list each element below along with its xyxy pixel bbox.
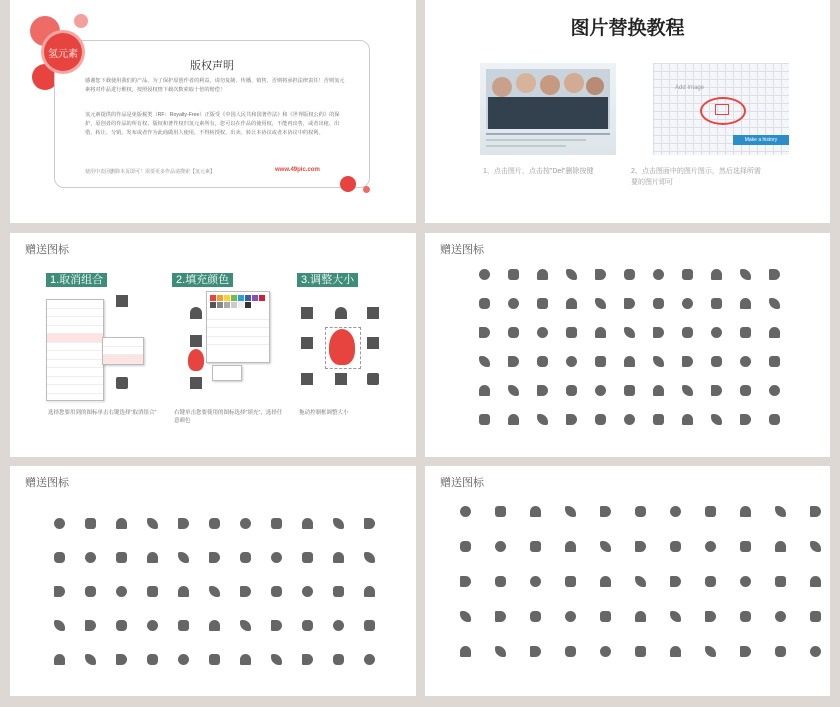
step-2-label: 2.填充颜色	[172, 273, 233, 287]
section-title: 赠送图标	[25, 477, 69, 489]
food-icon	[479, 356, 490, 367]
food-icon	[209, 518, 220, 529]
menu-item[interactable]	[207, 320, 269, 329]
step-2-caption: 右键单击您要使用的图标选择"填充"，选择任意颜色	[174, 410, 283, 424]
food-icon	[711, 385, 722, 396]
section-title: 赠送图标	[440, 477, 484, 489]
food-icon	[670, 576, 681, 587]
food-icon	[508, 356, 519, 367]
food-icon	[635, 541, 646, 552]
food-icon	[178, 654, 189, 665]
food-icon	[769, 356, 780, 367]
food-icon	[537, 356, 548, 367]
make-history-label: Make a history	[733, 135, 789, 145]
food-icon	[775, 611, 786, 622]
tag-icon	[190, 335, 202, 347]
food-icon	[565, 611, 576, 622]
food-icon	[333, 620, 344, 631]
food-icon	[810, 611, 821, 622]
food-icon	[653, 385, 664, 396]
food-icon	[810, 576, 821, 587]
food-icon	[635, 506, 646, 517]
brand-logo: 氢元素	[44, 33, 82, 71]
slide-copyright[interactable]	[10, 0, 416, 223]
copyright-para-1: 感谢您下载使用我们的产品，为了保护原创作者的利益，请勿复制、传播、销售，否则将承担法律责任！否则氢元素将对作品进行维权，按照侵权情下载次数索取十倍的赔偿！	[85, 78, 345, 93]
headphones-icon	[190, 307, 202, 319]
tutorial-title: 图片替换教程	[570, 18, 685, 39]
food-icon	[566, 327, 577, 338]
food-icon	[271, 518, 282, 529]
food-icon	[85, 552, 96, 563]
step-2-screenshot	[172, 291, 272, 401]
food-icon	[635, 611, 646, 622]
tablet-icon	[367, 373, 379, 385]
menu-item[interactable]	[207, 337, 269, 346]
menu-item[interactable]	[47, 317, 103, 326]
food-icon	[595, 385, 606, 396]
food-icon	[769, 327, 780, 338]
food-icon	[116, 552, 127, 563]
menu-item[interactable]	[47, 343, 103, 352]
menu-item[interactable]	[47, 326, 103, 335]
person-icon[interactable]	[329, 329, 355, 365]
team-photo[interactable]	[480, 63, 616, 155]
food-icon	[364, 586, 375, 597]
food-icon	[740, 356, 751, 367]
food-icon	[479, 385, 490, 396]
food-icon	[302, 620, 313, 631]
food-icon	[240, 620, 251, 631]
food-icon	[740, 611, 751, 622]
food-icon	[178, 620, 189, 631]
headphones-icon	[335, 307, 347, 319]
food-icon	[508, 385, 519, 396]
food-icon	[653, 327, 664, 338]
food-icon	[240, 518, 251, 529]
food-icon	[711, 298, 722, 309]
food-icon	[705, 576, 716, 587]
food-icon	[116, 654, 127, 665]
copyright-footer: 使用中表因删除本页即可！需要更多作品请搜索【氢元素】	[85, 169, 216, 175]
food-icon	[147, 654, 158, 665]
food-icon	[240, 654, 251, 665]
food-icon	[209, 654, 220, 665]
food-icon	[705, 506, 716, 517]
food-icon	[711, 269, 722, 280]
food-icon	[508, 298, 519, 309]
food-icon	[670, 611, 681, 622]
food-icon	[147, 552, 158, 563]
food-icon	[624, 385, 635, 396]
food-icon	[479, 327, 490, 338]
food-icon	[705, 646, 716, 657]
menu-item[interactable]	[47, 385, 103, 394]
food-icon	[271, 586, 282, 597]
food-icon	[769, 414, 780, 425]
food-icon	[635, 576, 646, 587]
food-icon	[600, 506, 611, 517]
food-icon	[302, 586, 313, 597]
food-icon	[653, 356, 664, 367]
food-icon	[775, 646, 786, 657]
decor-dot	[363, 186, 370, 193]
food-icon	[460, 611, 471, 622]
food-icon	[54, 620, 65, 631]
food-icon	[740, 414, 751, 425]
food-icon	[54, 654, 65, 665]
chat-icon	[301, 307, 313, 319]
food-icon	[271, 654, 282, 665]
food-icon	[530, 506, 541, 517]
food-icon	[653, 298, 664, 309]
food-icon	[479, 298, 490, 309]
food-icon	[147, 586, 158, 597]
food-icon	[653, 269, 664, 280]
food-icon	[364, 518, 375, 529]
food-icon	[333, 654, 344, 665]
food-icon	[479, 414, 490, 425]
menu-item[interactable]	[47, 377, 103, 386]
food-icon	[740, 269, 751, 280]
food-icon	[670, 506, 681, 517]
food-icon	[530, 646, 541, 657]
fill-toolbar[interactable]	[212, 365, 242, 381]
decor-dot	[74, 14, 88, 28]
food-icon	[178, 552, 189, 563]
food-icon	[116, 620, 127, 631]
context-menu[interactable]	[46, 299, 104, 401]
food-icon	[364, 620, 375, 631]
copyright-title: 版权声明	[190, 60, 234, 72]
food-icon	[302, 518, 313, 529]
food-icon	[682, 385, 693, 396]
food-icon	[565, 646, 576, 657]
food-icon	[711, 327, 722, 338]
food-icon	[595, 269, 606, 280]
color-palette[interactable]	[206, 291, 270, 363]
slide-icon-grid-2[interactable]	[10, 466, 416, 696]
food-icon	[711, 356, 722, 367]
section-title: 赠送图标	[25, 244, 69, 256]
food-icon	[566, 269, 577, 280]
food-icon	[116, 518, 127, 529]
food-icon	[810, 541, 821, 552]
heart-icon	[190, 377, 202, 389]
food-icon	[178, 586, 189, 597]
food-icon	[209, 552, 220, 563]
food-icon	[711, 414, 722, 425]
copyright-card	[54, 40, 370, 188]
food-icon	[682, 414, 693, 425]
food-icon	[495, 576, 506, 587]
food-icon	[209, 620, 220, 631]
food-icon	[54, 552, 65, 563]
food-icon	[769, 385, 780, 396]
food-icon	[537, 414, 548, 425]
person-icon	[188, 349, 204, 371]
step-1-caption: 选择您要用到的图标单击右键选择"取消组合"	[48, 410, 157, 416]
food-icon	[682, 356, 693, 367]
slide-icon-steps[interactable]	[10, 233, 416, 457]
food-icon	[530, 611, 541, 622]
food-icon	[530, 576, 541, 587]
decor-dot	[340, 176, 356, 192]
food-icon	[537, 298, 548, 309]
food-icon	[600, 646, 611, 657]
food-icon	[333, 518, 344, 529]
tutorial-caption-2: 2、点击图面中的图片图示，然后选择所需要的图片即可	[631, 168, 761, 186]
food-icon	[565, 541, 576, 552]
food-icon	[595, 414, 606, 425]
food-icon	[740, 327, 751, 338]
heart-icon	[301, 373, 313, 385]
food-icon	[670, 541, 681, 552]
menu-item[interactable]	[47, 394, 103, 403]
food-icon	[333, 586, 344, 597]
food-icon	[624, 298, 635, 309]
food-icon	[682, 298, 693, 309]
food-icon	[810, 506, 821, 517]
food-icon	[635, 646, 646, 657]
step-3-screenshot	[297, 291, 387, 401]
food-icon	[178, 518, 189, 529]
slide-image-tutorial[interactable]	[425, 0, 830, 223]
food-icon	[624, 269, 635, 280]
menu-item[interactable]	[103, 347, 143, 356]
clipboard-icon	[335, 373, 347, 385]
tablet-icon	[116, 377, 128, 389]
food-icon	[495, 506, 506, 517]
food-icon	[116, 586, 127, 597]
food-icon	[600, 576, 611, 587]
food-icon	[240, 586, 251, 597]
submenu[interactable]	[102, 337, 144, 365]
food-icon	[147, 620, 158, 631]
food-icon	[302, 654, 313, 665]
food-icon	[769, 298, 780, 309]
food-icon	[271, 620, 282, 631]
food-icon	[460, 646, 471, 657]
menu-item[interactable]	[47, 368, 103, 377]
food-icon	[670, 646, 681, 657]
food-icon	[595, 356, 606, 367]
speaker-icon	[367, 337, 379, 349]
menu-item-ungroup[interactable]	[47, 334, 103, 343]
placeholder-image[interactable]	[653, 63, 789, 155]
menu-item[interactable]	[207, 328, 269, 337]
food-icon	[565, 576, 576, 587]
food-icon	[495, 611, 506, 622]
food-icon	[508, 414, 519, 425]
food-icon	[810, 646, 821, 657]
food-icon	[85, 518, 96, 529]
food-icon	[769, 269, 780, 280]
food-icon	[209, 586, 220, 597]
play-icon	[367, 307, 379, 319]
copyright-para-2: 氢元素提供的作品是免版税类（RF：Royalty-Free）正版受《中国人民共和国著作法》和《世界版权公约》的保护，原创者的作品的所有权、版权和著作权归氢元素所有，您可以在作品的使用权，不能再出售，或者出租、出借、转让、分销、发布或者作为此商做用人使用，不得转授权、出卖、转让本协议或者本协议中的权利。	[85, 112, 340, 136]
food-icon	[54, 586, 65, 597]
food-icon	[85, 654, 96, 665]
food-icon	[566, 298, 577, 309]
section-title: 赠送图标	[440, 244, 484, 256]
add-image-label: Add Image	[675, 85, 705, 91]
food-icon	[775, 541, 786, 552]
food-icon	[271, 552, 282, 563]
food-icon	[460, 576, 471, 587]
food-icon	[600, 611, 611, 622]
food-icon	[508, 269, 519, 280]
food-icon	[333, 552, 344, 563]
food-icon	[85, 620, 96, 631]
food-icon	[600, 541, 611, 552]
food-icon	[624, 327, 635, 338]
menu-item[interactable]	[47, 309, 103, 318]
play-icon	[116, 295, 128, 307]
step-1-screenshot	[46, 291, 142, 401]
food-icon	[460, 506, 471, 517]
food-icon	[653, 414, 664, 425]
slide-icon-grid-3[interactable]	[425, 466, 830, 696]
food-icon	[740, 506, 751, 517]
food-icon	[566, 385, 577, 396]
food-icon	[775, 576, 786, 587]
image-icon	[715, 104, 729, 115]
food-icon	[537, 327, 548, 338]
food-icon	[740, 646, 751, 657]
tag-icon	[301, 337, 313, 349]
food-icon	[595, 298, 606, 309]
food-icon	[364, 552, 375, 563]
food-icon	[302, 552, 313, 563]
food-icon	[705, 611, 716, 622]
tutorial-caption-1: 1、点击图片，点击按"Del"删除按键	[483, 168, 594, 175]
menu-item[interactable]	[207, 311, 269, 320]
food-icon	[682, 269, 693, 280]
food-icon	[740, 298, 751, 309]
menu-item[interactable]	[47, 300, 103, 309]
slide-icon-grid-1[interactable]	[425, 233, 830, 457]
menu-item[interactable]	[103, 338, 143, 347]
menu-item[interactable]	[47, 360, 103, 369]
food-icon	[495, 646, 506, 657]
food-icon	[364, 654, 375, 665]
food-icon	[740, 541, 751, 552]
step-3-caption: 拖动控制框调整大小	[299, 410, 349, 416]
step-3-label: 3.调整大小	[297, 273, 358, 287]
food-icon	[479, 269, 490, 280]
food-icon	[85, 586, 96, 597]
food-icon	[740, 385, 751, 396]
food-icon	[460, 541, 471, 552]
food-icon	[595, 327, 606, 338]
food-icon	[147, 518, 158, 529]
food-icon	[566, 414, 577, 425]
step-1-label: 1.取消组合	[46, 273, 107, 287]
food-icon	[566, 356, 577, 367]
food-icon	[624, 356, 635, 367]
menu-item-ungroup[interactable]	[103, 355, 143, 364]
food-icon	[530, 541, 541, 552]
food-icon	[740, 576, 751, 587]
food-icon	[705, 541, 716, 552]
menu-item[interactable]	[47, 351, 103, 360]
food-icon	[495, 541, 506, 552]
food-icon	[508, 327, 519, 338]
food-icon	[537, 269, 548, 280]
food-icon	[240, 552, 251, 563]
food-icon	[565, 506, 576, 517]
food-icon	[682, 327, 693, 338]
site-url[interactable]: www.49pic.com	[275, 167, 320, 173]
food-icon	[537, 385, 548, 396]
food-icon	[624, 414, 635, 425]
food-icon	[54, 518, 65, 529]
food-icon	[775, 506, 786, 517]
